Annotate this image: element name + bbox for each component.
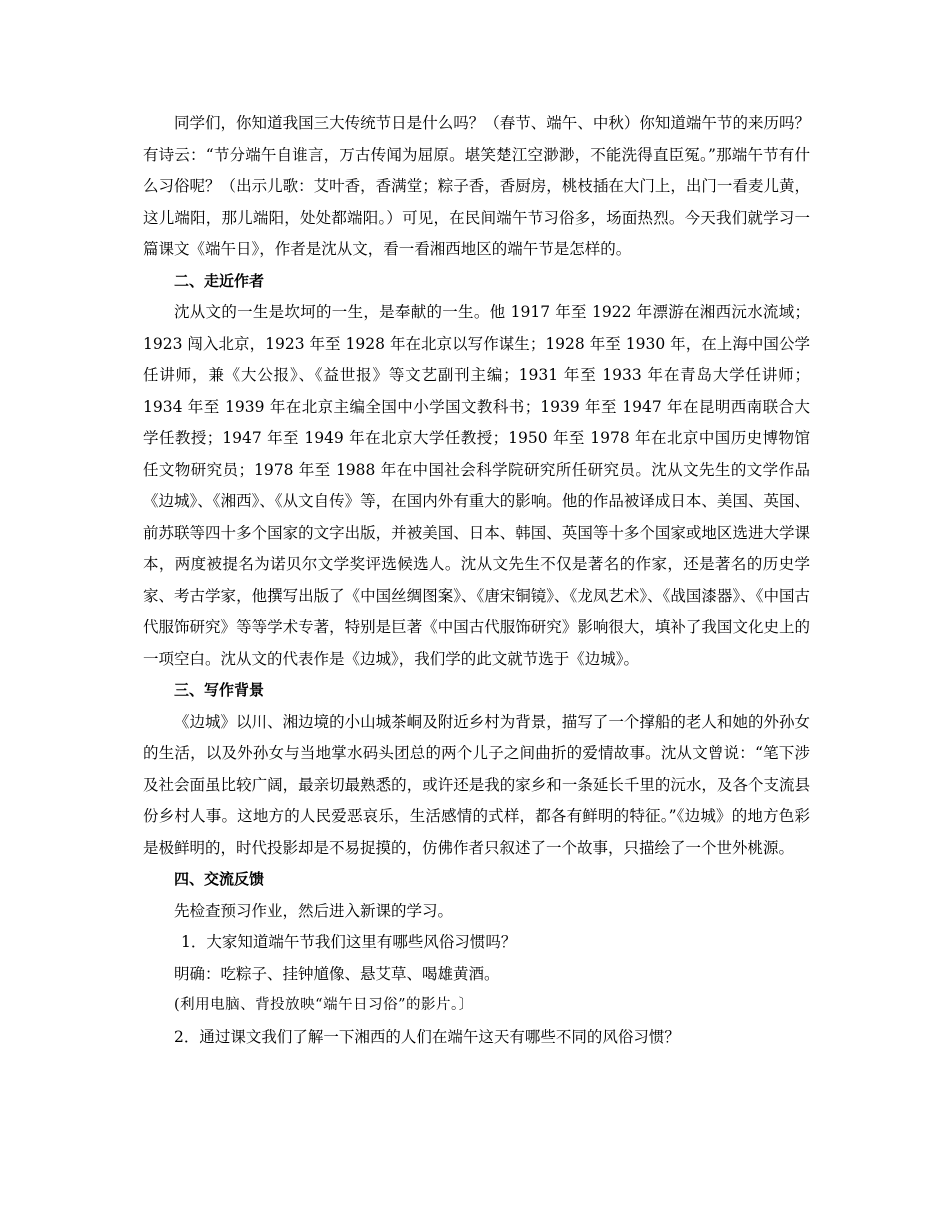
- media-note: (利用电脑、背投放映“端午日习俗”的影片。〕: [174, 997, 474, 1013]
- document-page: [143, 108, 810, 1053]
- answer-1: 明确：吃粽子、挂钟馗像、悬艾草、喝雄黄酒。: [174, 964, 500, 983]
- section-heading-author: 二、走近作者: [174, 271, 265, 290]
- intro-paragraph: 同学们，你知道我国三大传统节日是什么吗？（春节、端午、中秋）你知道端午节的来历吗？有诗云：“节分端午自谁言，万古传闻为屈原。堪笑楚江空渺渺，不能洗得直臣冤。”那端午节有什么习俗呢？（出示儿歌：艾叶香，香满堂；粽子香，香厨房，桃枝插在大门上，出门一看麦儿黄，这儿端阳，那儿端阳，处处都端阳。）可见，在民间端午节习俗多，场面热烈。今天我们就学习一篇课文《端午日》，作者是沈从文，看一看湘西地区的端午节是怎样的。: [143, 114, 810, 258]
- section-heading-background: 三、写作背景: [174, 681, 265, 699]
- feedback-intro-line: 先检查预习作业，然后进入新课的学习。: [174, 901, 454, 920]
- background-paragraph: 《边城》以川、湘边境的小山城茶峒及附近乡村为背景，描写了一个撑船的老人和她的外孙女的生活，以及外孙女与当地掌水码头团总的两个儿子之间曲折的爱情故事。沈从文曾说：“笔下涉及社会面虽比较广阔，最亲切最熟悉的，或许还是我的家乡和一条延长千里的沅水，及各个支流县份乡村人事。这地方的人民爱恶哀乐，生活感情的式样，都各有鲜明的特征。”《边城》的地方色彩是极鲜明的，时代投影却是不易捉摸的，仿佛作者只叙述了一个故事，只描绘了一个世外桃源。: [143, 712, 810, 857]
- author-paragraph: 沈从文的一生是坎坷的一生，是奉献的一生。他 1917 年至 1922 年漂游在湘西沅水流域；1923 闯入北京，1923 年至 1928 年在北京以写作谋生；1928 年至 1930 年，在上海中国公学任讲师，兼《大公报》、《益世报》等文艺副刊主编；1931 年至 1933 年在青岛大学任讲师；1934 年至 1939 年在北京主编全国中小学国文教科书；1939 年至 1947 年在昆明西南联合大学任教授；1947 年至 1949 年在北京大学任教授；1950 年至 1978 年在北京中国历史博物馆任文物研究员；1978 年至 1988 年在中国社会科学院研究所任研究员。沈从文先生的文学作品《边城》、《湘西》、《从文自传》等，在国内外有重大的影响。他的作品被译成日本、美国、英国、前苏联等四十多个国家的文字出版，并被美国、日本、韩国、英国等十多个国家或地区选进大学课本，两度被提名为诺贝尔文学奖评选候选人。沈从文先生不仅是著名的作家，还是著名的历史学家、考古学家，他撰写出版了《中国丝绸图案》、《唐宋铜镜》、《龙凤艺术》、《战国漆器》、《中国古代服饰研究》等等学术专著，特别是巨著《中国古代服饰研究》影响很大，填补了我国文化史上的一项空白。沈从文的代表作是《边城》，我们学的此文就节选于《边城》。: [143, 303, 810, 668]
- question-1: 1．大家知道端午节我们这里有哪些风俗习惯吗？: [181, 933, 517, 951]
- section-heading-feedback: 四、交流反馈: [174, 870, 265, 888]
- question-2: 2．通过课文我们了解一下湘西的人们在端午这天有哪些不同的风俗习惯？: [174, 1027, 680, 1046]
